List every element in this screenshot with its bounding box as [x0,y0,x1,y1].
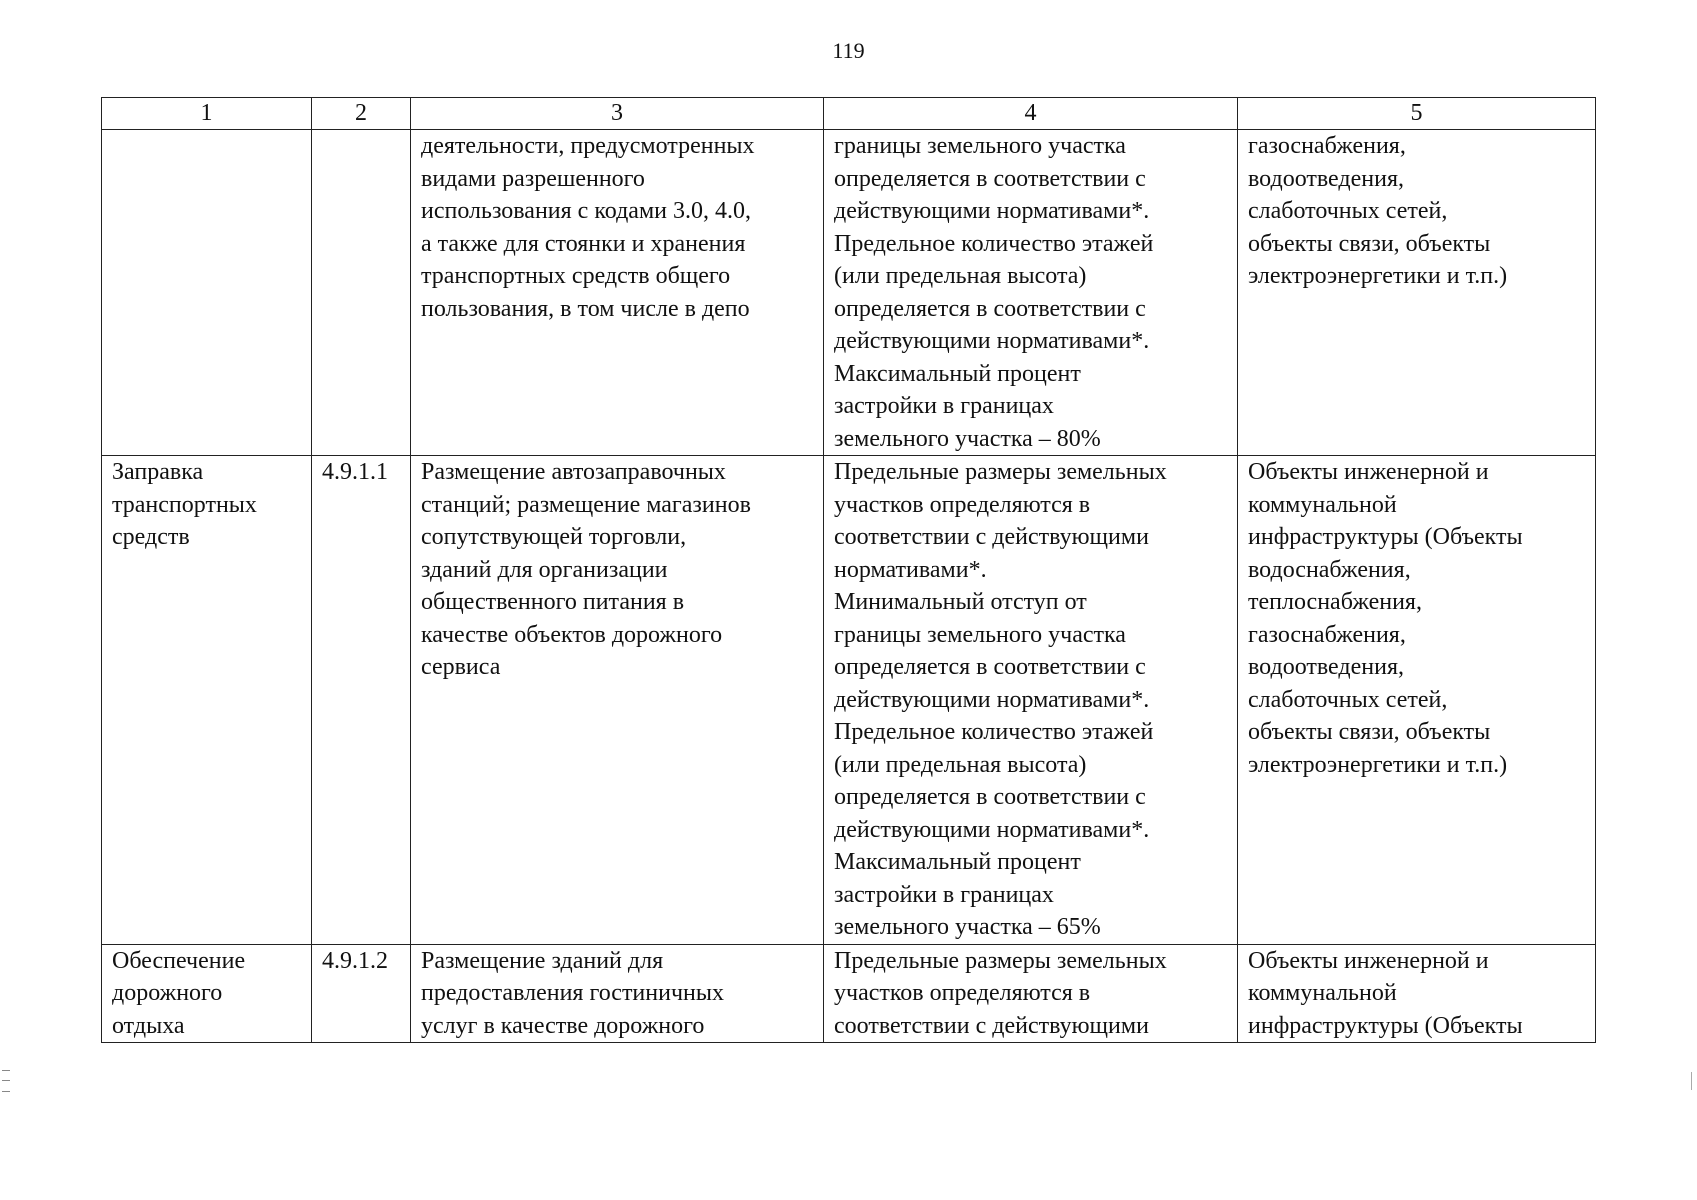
cell-text: Предельные размеры земельных участков определяются в соответствии с действующими [834,947,1167,1039]
cell-text: Предельные размеры земельных участков определяются в соответствии с действующими нормативами*. Минимальный отступ от границы земельного участка определяется в соответствии с действующими нормативами*. Предельное количество этажей (или предельная высота) определяется в соответствии с действующими нормативами*. Максимальный процент застройки в границах земельного участка – 65% [834,459,1167,940]
table-cell [102,944,312,1042]
scan-artifact-left [2,1070,10,1092]
table-cell [1238,130,1596,456]
cell-text: деятельности, предусмотренных видами разрешенного использования с кодами 3.0, 4.0, а также для стоянки и хранения транспортных средств общего пользования, в том числе в депо [421,133,755,322]
cell-text: газоснабжения, водоотведения, слаботочных сетей, объекты связи, объекты электроэнергетики и т.п.) [1248,133,1508,289]
column-header-2: 2 [312,98,411,130]
cell-text: Размещение автозаправочных станций; размещение магазинов сопутствующей торговли, зданий для организации общественного питания в качестве объектов дорожного сервиса [421,459,751,680]
scan-artifact-right [1691,1072,1695,1090]
table-row [102,456,1596,945]
cell-text: Обеспечение дорожного отдыха [112,947,246,1039]
column-header-1: 1 [102,98,312,130]
column-header-5: 5 [1238,98,1596,130]
table-cell [411,130,824,456]
cell-text: 4.9.1.1 [322,459,388,485]
table-cell [1238,456,1596,945]
table-cell [824,456,1238,945]
table-cell [824,130,1238,456]
page-number: 119 [832,38,865,63]
cell-text: границы земельного участка определяется в соответствии с действующими нормативами*. Предельное количество этажей (или предельная высота) определяется в соответствии с действующими нормативами*. Максимальный процент застройки в границах земельного участка – 80% [834,133,1154,452]
table-cell [411,944,824,1042]
table-header-row [102,98,1596,130]
table-cell [411,456,824,945]
table-cell [312,944,411,1042]
table-cell [1238,944,1596,1042]
table-cell [102,130,312,456]
cell-text: Заправка транспортных средств [112,459,257,550]
table-cell [312,456,411,945]
cell-text: Объекты инженерной и коммунальной инфраструктуры (Объекты водоснабжения, теплоснабжения, газоснабжения, водоотведения, слаботочных сетей, объекты связи, объекты электроэнергетики и т.п.) [1248,459,1523,778]
table-row [102,944,1596,1042]
table-row [102,130,1596,456]
table-cell [824,944,1238,1042]
table-cell [102,456,312,945]
table-cell [312,130,411,456]
cell-text: Размещение зданий для предоставления гостиничных услуг в качестве дорожного [421,947,724,1039]
column-header-4: 4 [824,98,1238,130]
column-header-3: 3 [411,98,824,130]
cell-text: 4.9.1.2 [322,947,388,974]
cell-text: Объекты инженерной и коммунальной инфраструктуры (Объекты [1248,947,1523,1039]
regulations-table [101,97,1596,1043]
